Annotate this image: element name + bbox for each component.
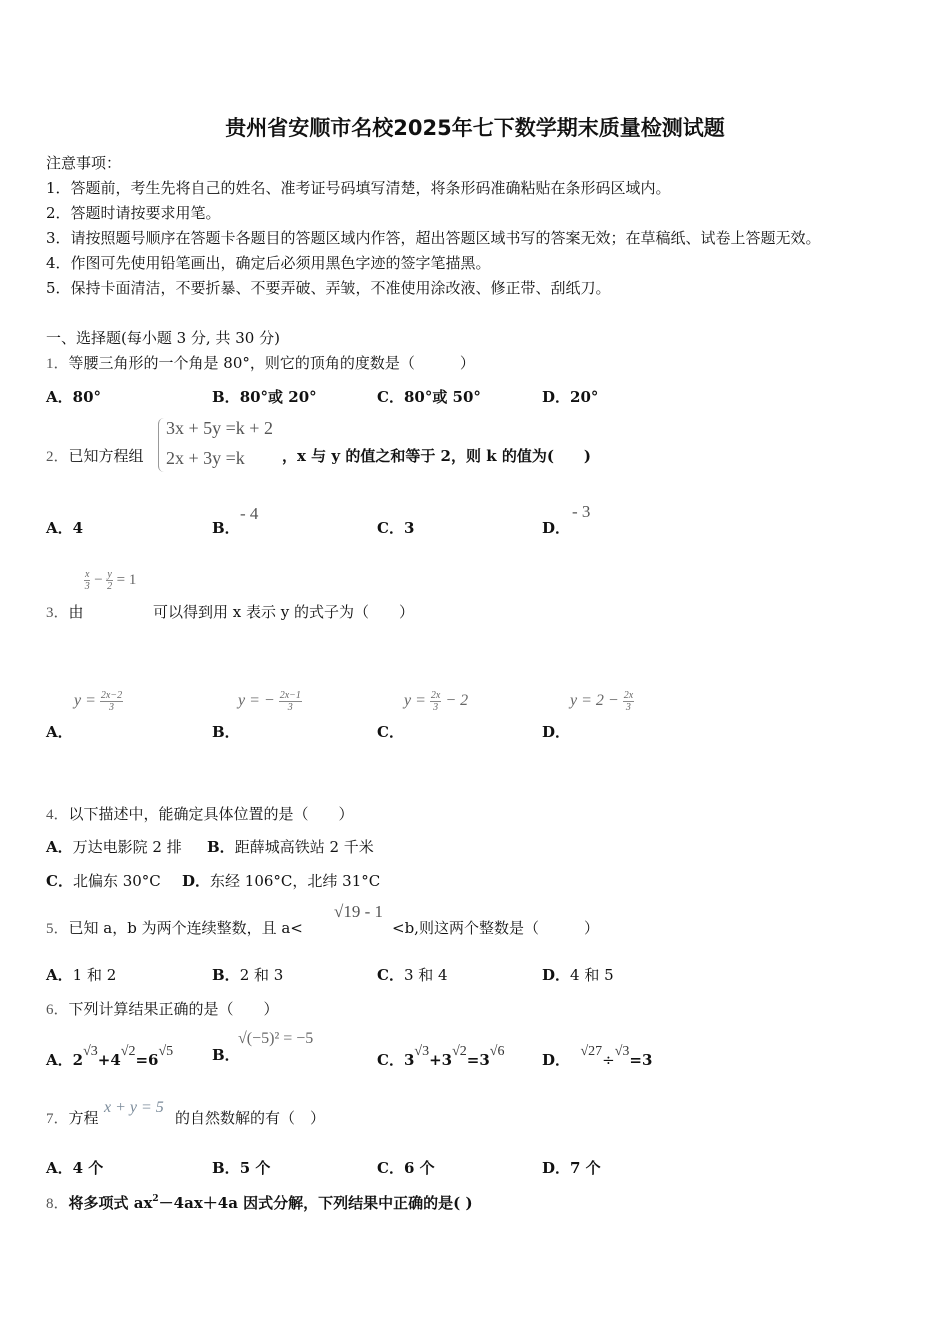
coef: +3 <box>429 1051 453 1069</box>
denominator: 3 <box>433 702 439 713</box>
q5-formula: √19 - 1 <box>334 902 383 921</box>
q2-option-c[interactable] <box>377 517 414 538</box>
option-label: A． <box>46 966 73 984</box>
option-value: 距薛城高铁站 2 千米 <box>234 838 374 856</box>
option-label: C． <box>377 388 404 406</box>
fraction <box>430 690 441 713</box>
lhs: y = <box>404 692 426 710</box>
option-value: 东经 106°C，北纬 31°C <box>210 872 381 890</box>
option-label: B． <box>212 519 240 537</box>
question-text: －4ax＋4a 因式分解，下列结果中正确的是( ) <box>158 1194 473 1212</box>
equation-1: 3x + 5y =k + 2 <box>166 418 273 438</box>
option-label: C． <box>377 1159 404 1177</box>
option-value: 4 <box>72 519 84 537</box>
note-item: 4．作图可先使用铅笔画出，确定后必须用黑色字迹的签字笔描黑。 <box>46 254 491 272</box>
q1-option-a[interactable] <box>46 386 101 407</box>
coef: +4 <box>97 1051 121 1069</box>
option-label: A． <box>46 388 73 406</box>
q1-option-b[interactable] <box>212 386 317 407</box>
sqrt-term: √6 <box>489 1044 505 1059</box>
question-text: 已知方程组 <box>68 447 144 465</box>
option-label: B． <box>212 1046 240 1064</box>
lhs: y = <box>74 692 96 710</box>
q6-option-b[interactable] <box>212 1044 240 1065</box>
sqrt-term: √3 <box>414 1044 430 1059</box>
q3-option-a-label[interactable]: A． <box>46 723 73 741</box>
option-label: B． <box>212 388 240 406</box>
option-value: 80°或 20° <box>239 388 317 406</box>
question-number: 8． <box>46 1196 69 1212</box>
option-value: 2 和 3 <box>239 966 284 984</box>
q3-option-c-label[interactable]: C． <box>377 723 404 741</box>
option-label: C． <box>377 1051 404 1069</box>
question-text: 由 <box>68 603 84 621</box>
coef: =6 <box>135 1051 159 1069</box>
question-text: ，x 与 y 的值之和等于 2，则 k 的值为( ) <box>282 447 592 465</box>
option-value: 20° <box>570 388 599 406</box>
option-value: 4 个 <box>72 1159 104 1177</box>
option-value: 北偏东 30°C <box>72 872 161 890</box>
q5-option-c[interactable] <box>377 964 448 985</box>
fraction <box>279 690 302 713</box>
question-7-prefix <box>46 1107 99 1128</box>
question-3-prefix <box>46 601 84 622</box>
option-label: D． <box>182 872 211 890</box>
sqrt-term: √2 <box>452 1044 467 1059</box>
question-number: 6． <box>46 1002 69 1018</box>
question-number: 4． <box>46 807 69 823</box>
option-label: B． <box>212 1159 240 1177</box>
equation-2: 2x + 3y =k <box>166 448 245 468</box>
fraction-x <box>84 569 90 592</box>
question-number: 1． <box>46 356 69 372</box>
fraction <box>100 690 123 713</box>
denominator: 2 <box>107 581 113 592</box>
denominator: 3 <box>84 581 90 592</box>
question-2-prefix <box>46 445 144 466</box>
option-label: D． <box>542 966 571 984</box>
q5-option-a[interactable] <box>46 964 116 985</box>
q6-option-d[interactable] <box>542 1044 652 1070</box>
q2-option-d-value: - 3 <box>572 502 591 521</box>
coef: 2 <box>72 1051 84 1069</box>
q7-formula: x + y = 5 <box>104 1099 164 1116</box>
option-label: D． <box>542 519 571 537</box>
q3-option-d-formula <box>570 690 634 713</box>
question-text: 的自然数解的有（ ） <box>175 1109 326 1127</box>
option-label: A． <box>46 1051 73 1069</box>
sqrt-term: √3 <box>614 1044 630 1059</box>
option-label: B． <box>207 838 235 856</box>
minus-sign: − <box>94 571 103 588</box>
option-label: D． <box>542 1159 571 1177</box>
option-value: 5 个 <box>239 1159 271 1177</box>
q3-option-d-label[interactable]: D． <box>542 723 571 741</box>
option-value: 80°或 50° <box>403 388 481 406</box>
question-text: 下列计算结果正确的是（ ） <box>68 1000 279 1018</box>
option-label: A． <box>46 1159 73 1177</box>
q3-formula <box>84 569 136 592</box>
option-label: C． <box>377 966 404 984</box>
option-label: A． <box>46 519 73 537</box>
question-number: 3． <box>46 605 69 621</box>
rhs: = 1 <box>116 571 137 588</box>
q4-option-a[interactable] <box>46 836 182 857</box>
option-label: C． <box>46 872 73 890</box>
q2-option-b[interactable] <box>212 517 240 538</box>
question-number: 7． <box>46 1111 69 1127</box>
q5-option-d[interactable] <box>542 964 614 985</box>
q4-option-c[interactable] <box>46 870 161 891</box>
exponent: 2 <box>152 1194 159 1204</box>
numerator: 2x−2 <box>100 690 123 701</box>
question-text: 可以得到用 x 表示 y 的式子为（ ） <box>153 603 415 621</box>
q7-option-c[interactable] <box>377 1157 435 1178</box>
option-value: 万达电影院 2 排 <box>72 838 182 856</box>
q7-option-a[interactable] <box>46 1157 103 1178</box>
question-text: 将多项式 ax <box>68 1194 153 1212</box>
question-4 <box>46 803 354 824</box>
q2-option-a[interactable] <box>46 517 83 538</box>
q2-option-b-value: - 4 <box>240 504 259 523</box>
option-value: 80° <box>72 388 102 406</box>
fraction-y <box>106 569 112 592</box>
q6-option-b-formula: √(−5)² = −5 <box>238 1030 314 1047</box>
q4-option-d[interactable] <box>182 870 380 891</box>
question-number: 5． <box>46 921 69 937</box>
option-value: 7 个 <box>570 1159 601 1177</box>
notes-heading: 注意事项： <box>46 154 122 172</box>
coef: 3 <box>403 1051 415 1069</box>
note-item: 3．请按照题号顺序在答题卡各题目的答题区域内作答，超出答题区域书写的答案无效；在草稿纸、试卷上答题无效。 <box>46 229 821 247</box>
divide-sign: ÷ <box>602 1051 615 1069</box>
option-label: B． <box>212 966 240 984</box>
option-value: 6 个 <box>403 1159 435 1177</box>
q3-option-b-formula <box>238 690 302 713</box>
q5-option-b[interactable] <box>212 964 283 985</box>
q6-option-a[interactable] <box>46 1044 173 1070</box>
tail: − 2 <box>445 692 469 710</box>
note-item: 5．保持卡面清洁，不要折暴、不要弄破、弄皱，不准使用涂改液、修正带、刮纸刀。 <box>46 279 611 297</box>
q2-option-d[interactable] <box>542 517 570 538</box>
question-text: 已知 a，b 为两个连续整数，且 a< <box>68 919 303 937</box>
question-number: 2． <box>46 449 69 465</box>
note-item: 1．答题前，考生先将自己的姓名、准考证号码填写清楚，将条形码准确粘贴在条形码区域内。 <box>46 179 671 197</box>
page-title: 贵州省安顺市名校2025年七下数学期末质量检测试题 <box>225 116 725 140</box>
q3-option-b-label[interactable]: B． <box>212 723 240 741</box>
numerator: 2x <box>430 690 441 701</box>
q6-option-c[interactable] <box>377 1044 504 1070</box>
question-5-prefix <box>46 917 303 938</box>
option-label: C． <box>377 519 404 537</box>
lhs: y = 2 − <box>570 692 619 710</box>
q1-option-d[interactable] <box>542 386 598 407</box>
q7-option-b[interactable] <box>212 1157 270 1178</box>
q1-option-c[interactable] <box>377 386 481 407</box>
q4-option-b[interactable] <box>207 836 374 857</box>
question-8 <box>46 1192 473 1213</box>
option-value: 4 和 5 <box>570 966 614 984</box>
numerator: x <box>85 569 90 580</box>
coef: =3 <box>466 1051 490 1069</box>
option-label: D． <box>542 388 571 406</box>
numerator: 2x <box>623 690 634 701</box>
question-text: 以下描述中，能确定具体位置的是（ ） <box>68 805 354 823</box>
q7-option-d[interactable] <box>542 1157 601 1178</box>
denominator: 3 <box>109 702 114 713</box>
sqrt-term: √2 <box>120 1044 136 1059</box>
q3-option-a-formula <box>74 690 123 713</box>
question-text: <b,则这两个整数是（ ） <box>392 919 599 937</box>
option-label: D． <box>542 1051 571 1069</box>
option-value: 3 <box>403 519 415 537</box>
question-6 <box>46 998 279 1019</box>
option-value: 1 和 2 <box>72 966 117 984</box>
numerator: 2x−1 <box>279 690 301 701</box>
sqrt-term: √3 <box>83 1044 98 1059</box>
section-heading: 一、选择题(每小题 3 分, 共 30 分) <box>46 329 280 347</box>
question-1 <box>46 352 475 373</box>
sqrt-term: √27 <box>580 1044 603 1059</box>
note-item: 2．答题时请按要求用笔。 <box>46 204 221 222</box>
option-label: A． <box>46 838 73 856</box>
denominator: 3 <box>625 702 631 713</box>
q3-option-c-formula <box>404 690 468 713</box>
lhs: y = − <box>238 692 275 710</box>
result: =3 <box>629 1051 653 1069</box>
denominator: 3 <box>287 702 293 713</box>
question-text: 方程 <box>68 1109 99 1127</box>
numerator: y <box>107 569 112 580</box>
question-text: 等腰三角形的一个角是 80°，则它的顶角的度数是（ ） <box>68 354 475 372</box>
sqrt-term: √5 <box>158 1044 174 1059</box>
option-value: 3 和 4 <box>403 966 448 984</box>
fraction <box>623 690 634 713</box>
